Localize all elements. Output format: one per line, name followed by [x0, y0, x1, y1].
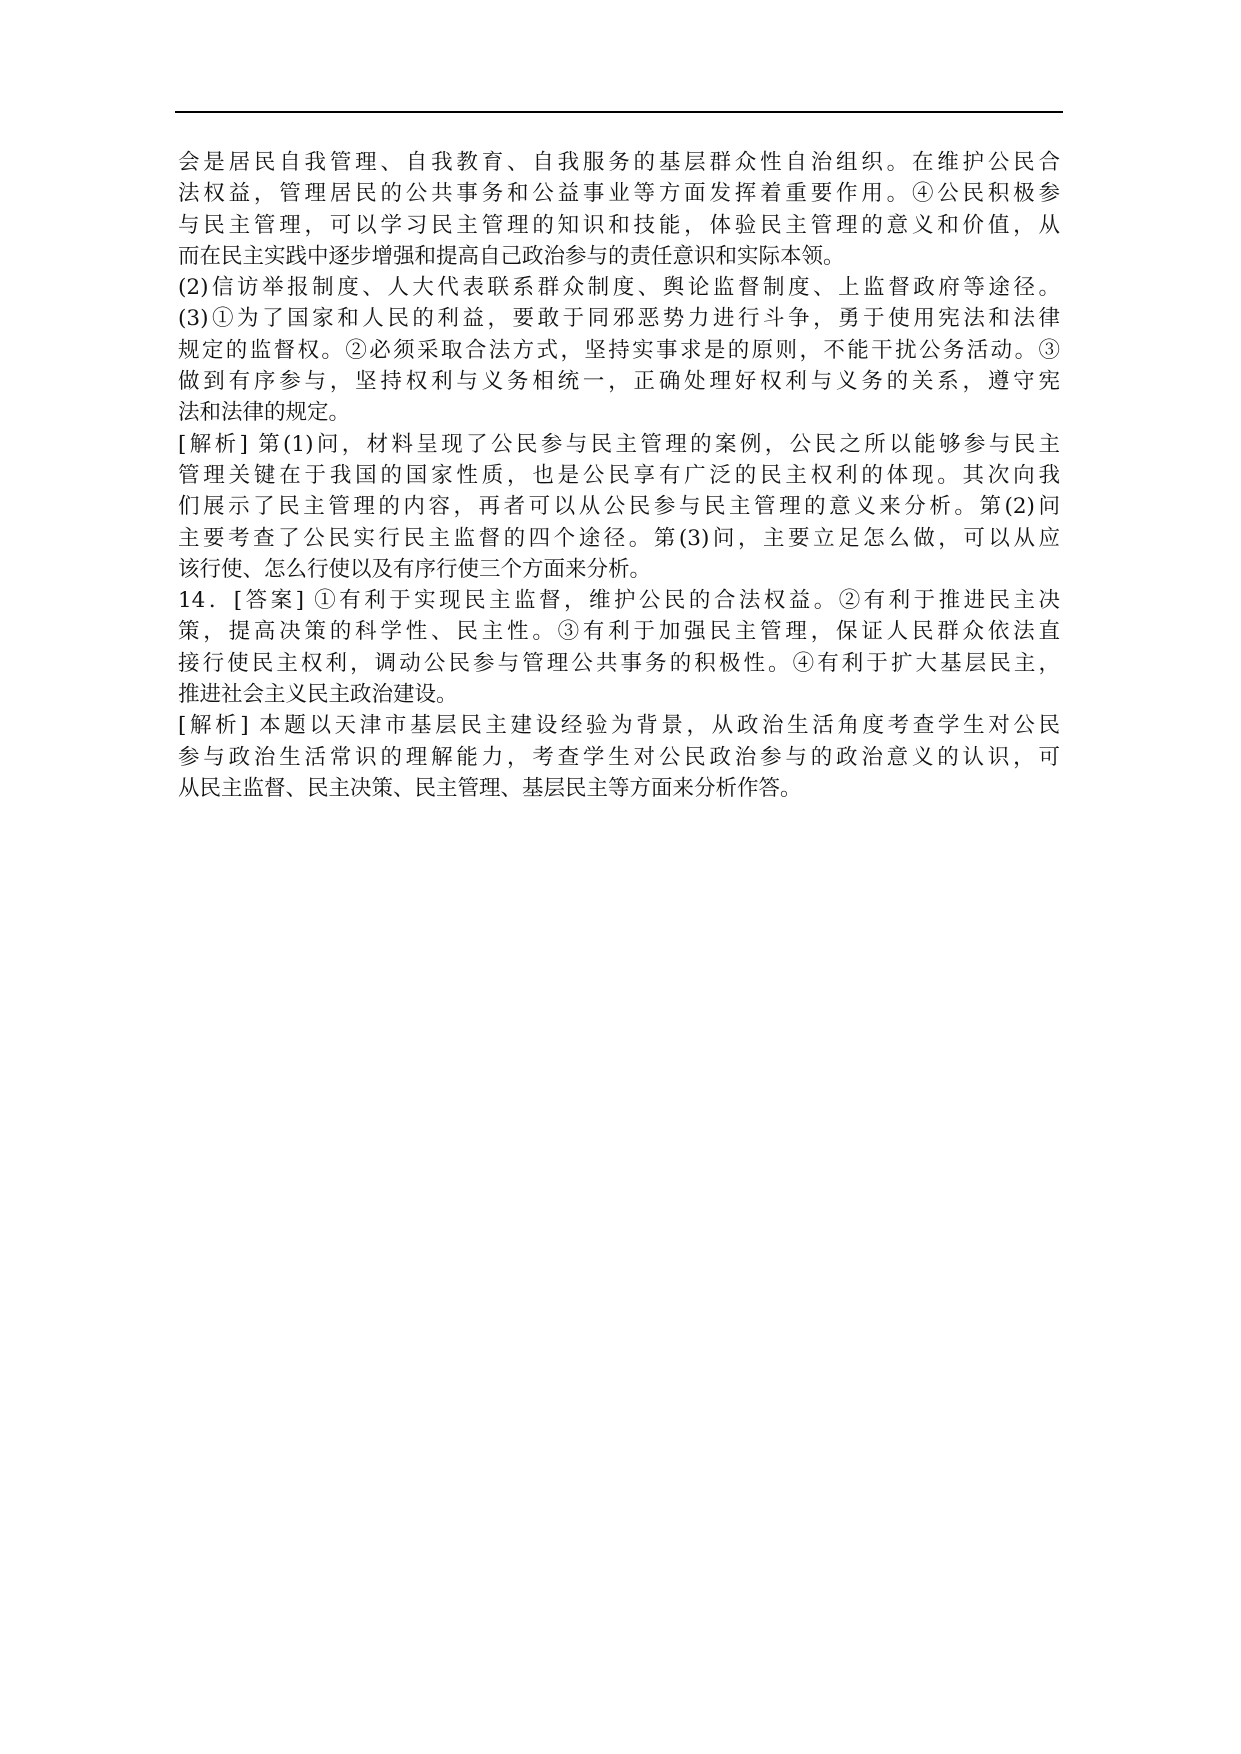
text-line: 与民主管理，可以学习民主管理的知识和技能，体验民主管理的意义和价值，从: [178, 212, 1060, 238]
text-line: 法权益，管理居民的公共事务和公益事业等方面发挥着重要作用。④公民积极参: [178, 181, 1060, 207]
text-line: (2)信访举报制度、人大代表联系群众制度、舆论监督制度、上监督政府等途径。: [178, 275, 1060, 301]
text-line: 做到有序参与，坚持权利与义务相统一，正确处理好权利与义务的关系，遵守宪: [178, 369, 1060, 395]
text-line: 会是居民自我管理、自我教育、自我服务的基层群众性自治组织。在维护公民合: [178, 150, 1060, 175]
text-line: 推进社会主义民主政治建设。: [178, 682, 458, 708]
text-line: [解析] 本题以天津市基层民主建设经验为背景，从政治生活角度考查学生对公民: [178, 713, 1060, 739]
text-line: 该行使、怎么行使以及有序行使三个方面来分析。: [178, 556, 652, 582]
text-line: 接行使民主权利，调动公民参与管理公共事务的积极性。④有利于扩大基层民主，: [178, 650, 1060, 676]
text-line: 们展示了民主管理的内容，再者可以从公民参与民主管理的意义来分析。第(2)问: [178, 494, 1060, 520]
document-body: [178, 147, 1060, 804]
text-line: 管理关键在于我国的国家性质，也是公民享有广泛的民主权利的体现。其次向我: [178, 462, 1060, 488]
text-line: 法和法律的规定。: [178, 400, 351, 426]
text-line: 策，提高决策的科学性、民主性。③有利于加强民主管理，保证人民群众依法直: [178, 619, 1060, 645]
text-line: (3)①为了国家和人民的利益，要敢于同邪恶势力进行斗争，勇于使用宪法和法律: [178, 306, 1060, 332]
text-line: 规定的监督权。②必须采取合法方式，坚持实事求是的原则，不能干扰公务活动。③: [178, 337, 1060, 363]
text-line: 而在民主实践中逐步增强和提高自己政治参与的责任意识和实际本领。: [178, 243, 845, 269]
text-line: 参与政治生活常识的理解能力，考查学生对公民政治参与的政治意义的认识，可: [178, 744, 1060, 770]
header-rule: [175, 111, 1063, 113]
text-line: 14．[答案] ①有利于实现民主监督，维护公民的合法权益。②有利于推进民主决: [178, 588, 1060, 614]
text-line: [解析] 第(1)问，材料呈现了公民参与民主管理的案例，公民之所以能够参与民主: [178, 431, 1060, 457]
text-line: 主要考查了公民实行民主监督的四个途径。第(3)问，主要立足怎么做，可以从应: [178, 525, 1060, 551]
text-line: 从民主监督、民主决策、民主管理、基层民主等方面来分析作答。: [178, 775, 802, 801]
